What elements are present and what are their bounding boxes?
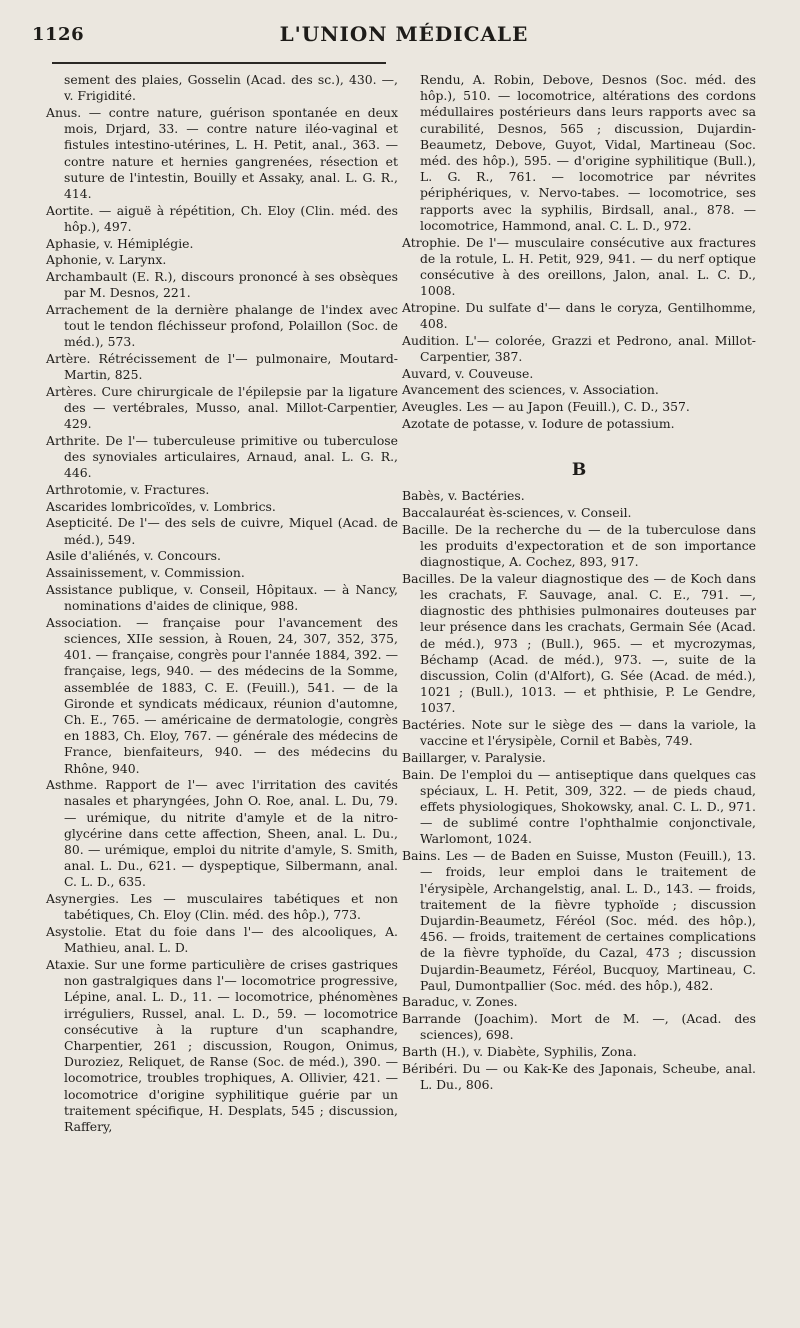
- index-entry: Audition. L'— colorée, Grazzi et Pedrono, anal. Millot-Carpentier, 387.: [402, 332, 756, 364]
- index-entry: Baraduc, v. Zones.: [402, 994, 518, 1010]
- page-number: 1126: [32, 24, 85, 45]
- section-letter-heading: B: [571, 459, 587, 480]
- index-entry: sement des plaies, Gosselin (Acad. des sc.), 430. —, v. Frigidité.: [64, 72, 398, 104]
- index-entry: Asynergies. Les — musculaires tabétiques et non tabétiques, Ch. Eloy (Clin. méd. des hôp.), 773.: [46, 891, 398, 923]
- index-entry: Assistance publique, v. Conseil, Hôpitaux. — à Nancy, nominations d'aides de clinique, 988.: [46, 581, 398, 613]
- index-entry: Asepticité. De l'— des sels de cuivre, Miquel (Acad. de méd.), 549.: [46, 515, 398, 547]
- page-header: [32, 20, 776, 60]
- index-entry: Baccalauréat ès-sciences, v. Conseil.: [402, 504, 632, 520]
- journal-title: L'UNION MÉDICALE: [279, 22, 529, 46]
- index-entry: Azotate de potasse, v. Iodure de potassium.: [402, 415, 675, 431]
- index-entry: Asthme. Rapport de l'— avec l'irritation des cavités nasales et pharyngées, John O. Roe, anal. L. Du, 79. — urémique, du nitrite d'amyle et de la nitro-glycérine dans cette affection, Sheen, anal. L. Du., 80. — urémique, emploi du nitrite d'amyle, S. Smith, anal. L. Du., 621. — dyspeptique, Silbermann, anal. C. L. D., 635.: [46, 777, 398, 890]
- index-entry: Artère. Rétrécissement de l'— pulmonaire, Moutard-Martin, 825.: [46, 350, 398, 383]
- index-entry: Asile d'aliénés, v. Concours.: [46, 548, 221, 564]
- index-entry: Asystolie. Etat du foie dans l'— des alcooliques, A. Mathieu, anal. L. D.: [46, 924, 398, 956]
- index-entry: Bain. De l'emploi du — antiseptique dans quelques cas spéciaux, L. H. Petit, 309, 322. — de pieds chaud, effets physiologiques, Shokowsky, anal. C. L. D., 971. — de sublimé contre l'ophthalmie conjonctivale, Warlomont, 1024.: [402, 766, 756, 847]
- index-entry: Bacilles. De la valeur diagnostique des — de Koch dans les crachats, F. Sauvage, anal. C. E., 791. —, diagnostic des phthisies pulmonaires douteuses par leur présence dans les crachats, Germain Sée (Acad. de méd.), 973 ; (Bull.), 965. — et mycrozymas, Béchamp (Acad. de méd.), 973. —, suite de la discussion, Colin (d'Alfort), G. Sée (Acad. de méd.), 1021 ; (Bull.), 1013. — et phthisie, P. Le Gendre, 1037.: [402, 570, 756, 716]
- right-column: [402, 72, 756, 1094]
- index-entry: Bains. Les — de Baden en Suisse, Muston (Feuill.), 13. — froids, leur emploi dans le traitement de l'érysipèle, Archangelstig, anal. L. D., 143. — froids, traitement de la fièvre typhoïde ; discussion Dujardin-Beaumetz, Féréol (Soc. méd. des hôp.), 456. — froids, traitement de certaines complications de la fièvre typhoïde, du Cazal, 473 ; discussion Dujardin-Beaumetz, Féréol, Bucquoy, Martineau, C. Paul, Dumontpallier (Soc. méd. des hôp.), 482.: [402, 848, 756, 993]
- index-entry: Bacille. De la recherche du — de la tuberculose dans les produits d'expectoration et de son importance diagnostique, A. Cochez, 893, 917.: [402, 521, 756, 569]
- index-entry: Béribéri. Du — ou Kak-Ke des Japonais, Scheube, anal. L. Du., 806.: [402, 1060, 756, 1092]
- index-entry: Avancement des sciences, v. Association.: [402, 382, 659, 398]
- index-entry: Ataxie. Sur une forme particulière de crises gastriques non gastralgiques dans l'— locomotrice progressive, Lépine, anal. L. D., 11. — locomotrice, phénomènes irréguliers, Russel, anal. L. D., 59. — locomotrice consécutive à la rupture d'un scaphandre, Charpentier, 261 ; discussion, Rougon, Onimus, Duroziez, Reliquet, de Ranse (Soc. de méd.), 390. — locomotrice, troubles trophiques, A. Ollivier, 421. — locomotrice d'origine syphilitique guérie par un traitement spécifique, H. Desplats, 545 ; discussion, Raffery,: [46, 956, 398, 1134]
- index-entry: Babès, v. Bactéries.: [402, 488, 525, 504]
- index-entry: Aphonie, v. Larynx.: [46, 252, 167, 268]
- index-entry: Rendu, A. Robin, Debove, Desnos (Soc. méd. des hôp.), 510. — locomotrice, altérations des cordons médullaires postérieurs dans leurs rapports avec sa curabilité, Desnos, 565 ; discussion, Dujardin-Beaumetz, Debove, Guyot, Vidal, Martineau (Soc. méd. des hôp.), 595. — d'origine syphilitique (Bull.), L. G. R., 761. — locomotrice par névrites périphériques, v. Nervo-tabes. — locomotrice, ses rapports avec la syphilis, Birdsall, anal., 878. — locomotrice, Hammond, anal. C. L. D., 972.: [420, 72, 756, 233]
- index-entry: Barth (H.), v. Diabète, Syphilis, Zona.: [402, 1044, 637, 1060]
- index-entry: Baillarger, v. Paralysie.: [402, 749, 546, 765]
- index-entry: Arrachement de la dernière phalange de l'index avec tout le tendon fléchisseur profond, Polaillon (Soc. de méd.), 573.: [46, 301, 398, 350]
- index-entry: Aphasie, v. Hémiplégie.: [46, 235, 194, 251]
- index-entry: Bactéries. Note sur le siège des — dans la variole, la vaccine et l'érysipèle, Cornil et Babès, 749.: [402, 717, 756, 749]
- index-entry: Assainissement, v. Commission.: [46, 565, 245, 581]
- index-entry: Atropine. Du sulfate d'— dans le coryza, Gentilhomme, 408.: [402, 299, 756, 332]
- index-entry: Auvard, v. Couveuse.: [402, 365, 534, 381]
- index-entry: Aveugles. Les — au Japon (Feuill.), C. D., 357.: [402, 399, 690, 415]
- index-entry: Barrande (Joachim). Mort de M. —, (Acad. des sciences), 698.: [402, 1011, 756, 1043]
- index-entry: Association. — française pour l'avancement des sciences, XIIe session, à Rouen, 24, 307, 352, 375, 401. — française, congrès pour l'année 1884, 392. — française, legs, 940. — des médecins de la Somme, assemblée de 1883, C. E. (Feuill.), 541. — de la Gironde et syndicats médicaux, réunion d'automne, Ch. E., 765. — américaine de dermatologie, congrès en 1883, Ch. Eloy, 767. — générale des médecins de France, bienfaiteurs, 940. — des médecins du Rhône, 940.: [46, 614, 398, 776]
- index-entry: Artères. Cure chirurgicale de l'épilepsie par la ligature des — vertébrales, Musso, anal. Millot-Carpentier, 429.: [46, 383, 398, 432]
- index-entry: Aortite. — aiguë à répétition, Ch. Eloy (Clin. méd. des hôp.), 497.: [46, 202, 398, 234]
- left-column: [46, 72, 398, 1136]
- index-entry: Atrophie. De l'— musculaire consécutive aux fractures de la rotule, L. H. Petit, 929, 941. — du nerf optique consécutive à des oreillons, Jalon, anal. L. C. D., 1008.: [402, 234, 756, 299]
- header-rule: [52, 62, 386, 64]
- index-entry: Arthrite. De l'— tuberculeuse primitive ou tuberculose des synoviales articulaires, Arnaud, anal. L. G. R., 446.: [46, 432, 398, 481]
- index-entry: Ascarides lombricoïdes, v. Lombrics.: [46, 498, 276, 514]
- index-entry: Arthrotomie, v. Fractures.: [46, 482, 210, 498]
- index-entry: Anus. — contre nature, guérison spontanée en deux mois, Drjard, 33. — contre nature iléo-vaginal et fistules intestino-utérines, L. H. Petit, anal., 363. — contre nature et hernies gangrenées, résection et suture de l'intestin, Bouilly et Assaky, anal. L. G. R., 414.: [46, 104, 398, 201]
- index-entry: Archambault (E. R.), discours prononcé à ses obsèques par M. Desnos, 221.: [46, 268, 398, 301]
